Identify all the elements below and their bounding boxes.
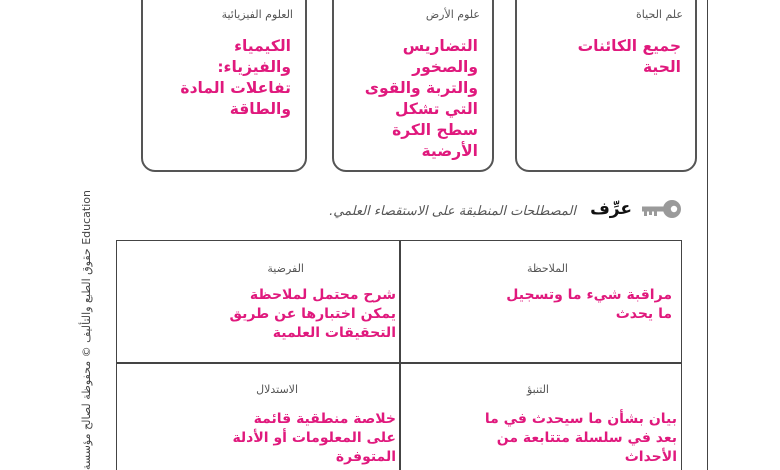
define-heading: عرِّف: [590, 199, 632, 219]
answer-line: سطح الكرة: [392, 121, 478, 139]
answer-line: على المعلومات أو الأدلة: [232, 430, 396, 446]
answer-line: الحية: [642, 58, 681, 76]
copyright-note-tail: Education: [80, 190, 93, 245]
copyright-note: [80, 190, 93, 470]
term-hypothesis-caption: الفرضية: [267, 262, 304, 275]
answer-line: المتوفرة: [335, 449, 396, 465]
box-life-answer: [578, 36, 681, 78]
box-life-caption: علم الحياة: [636, 8, 683, 21]
term-inference-answer: [232, 410, 396, 467]
term-hypothesis-answer: [229, 286, 396, 343]
answer-line: الكيمياء: [234, 37, 291, 55]
answer-line: ما يحدث: [615, 306, 672, 322]
answer-line: مراقبة شيء ما وتسجيل: [506, 287, 672, 303]
box-physical-science: [141, 0, 307, 172]
answer-line: الأرضية: [421, 142, 478, 160]
answer-line: شرح محتمل لملاحظة: [249, 287, 396, 303]
box-physical-caption: العلوم الفيزيائية: [221, 8, 293, 21]
grid-divider-horizontal: [116, 362, 682, 364]
answer-line: والفيزياء:: [217, 58, 291, 76]
answer-line: الأحداث: [624, 449, 677, 465]
answer-line: جميع الكائنات: [577, 37, 681, 55]
copyright-note-text: حقوق الطبع والتأليف © محفوظة لصالح مؤسسة: [80, 248, 93, 470]
term-inference-caption: الاستدلال: [256, 383, 298, 396]
margin-rule: [707, 0, 708, 470]
term-observation-caption: الملاحظة: [526, 262, 568, 275]
answer-line: بيان بشأن ما سيحدث في ما: [484, 411, 677, 427]
answer-line: يمكن اختبارها عن طريق: [229, 306, 396, 322]
term-prediction-caption: التنبؤ: [526, 383, 549, 396]
answer-line: التحقيقات العلمية: [272, 325, 396, 341]
answer-line: والتربة والقوى: [364, 79, 478, 97]
answer-line: تفاعلات المادة: [180, 79, 291, 97]
box-physical-answer: [180, 36, 291, 120]
answer-line: التضاريس: [402, 37, 478, 55]
grid-divider-vertical: [399, 240, 401, 470]
key-icon: [640, 197, 684, 221]
box-earth-answer: [365, 36, 478, 162]
define-instruction: المصطلحات المنطبقة على الاستقصاء العلمي.: [329, 204, 576, 219]
answer-line: بعد في سلسلة متتابعة من: [496, 430, 677, 446]
box-earth-caption: علوم الأرض: [425, 8, 480, 21]
answer-line: والصخور: [412, 58, 478, 76]
term-prediction-answer: [485, 410, 677, 467]
answer-line: التي تشكل: [395, 100, 478, 118]
answer-line: خلاصة منطقية قائمة: [253, 411, 396, 427]
box-life-science: [515, 0, 697, 172]
term-observation-answer: [506, 286, 672, 324]
answer-line: والطاقة: [229, 100, 291, 118]
box-earth-science: [332, 0, 494, 172]
